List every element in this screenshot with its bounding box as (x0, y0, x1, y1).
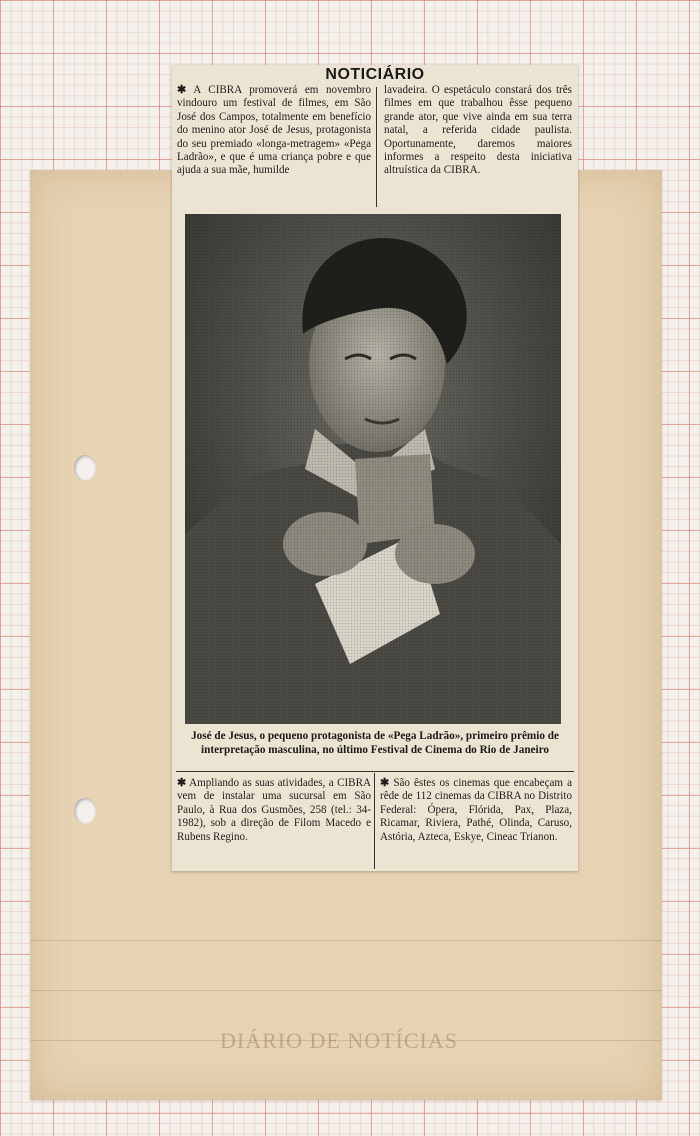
article3-text: São êstes os cinemas que encabeçam a rêde de 112 cinemas da CIBRA no Distrito Federal: Ópera, Flórida, Pax, Plaza, Ricamar, Riviera, Pathé, Olinda, Caruso, Astória, Azteca, Eskye, Cineac Trianon. (380, 777, 572, 843)
article1-column2 (384, 84, 572, 178)
section-divider (176, 771, 574, 772)
photo-jose-de-jesus (185, 214, 561, 724)
section-heading: NOTICIÁRIO (325, 66, 425, 83)
article1-text-part2: lavadeira. O espetáculo constará dos três filmes em que trabalhou êsse pequeno grande ator, que vive ainda em sua terra natal, a referida cidade paulista. Oportunamente, daremos maiores informes a respeito desta iniciativa altruística da CIBRA. (384, 84, 572, 177)
bullet-icon: ✱ (380, 777, 390, 789)
photo-caption: José de Jesus, o pequeno protagonista de «Pega Ladrão», primeiro prêmio de interpretação masculina, no último Festival de Cinema do Rio de Janeiro (191, 730, 559, 756)
article2 (177, 777, 371, 844)
bullet-icon: ✱ (177, 84, 187, 96)
column-divider (376, 87, 377, 207)
article1-text-part1: A CIBRA promoverá em novembro vindouro um festival de filmes, em São José dos Campos, totalmente em benefício do menino ator José de Jesus, protagonista do seu premiado «longa-metragem» «Pega Ladrão», e que é uma criança pobre e que ajuda a sua mãe, humilde (177, 84, 371, 177)
punch-hole (74, 798, 96, 824)
newspaper-clipping (172, 65, 578, 871)
card-stamp-text: DIÁRIO DE NOTÍCIAS (220, 1028, 458, 1053)
article2-text: Ampliando as suas atividades, a CIBRA vem de instalar uma sucursal em São Paulo, à Rua dos Gusmões, 258 (tel.: 34-1982), sob a direção de Filom Macedo e Rubens Regino. (177, 777, 371, 843)
card-faint-line (30, 990, 662, 991)
punch-hole (74, 455, 96, 481)
photo-illustration (185, 214, 561, 724)
article1-column1 (177, 84, 371, 178)
column-divider (374, 773, 375, 869)
article3 (380, 777, 572, 844)
bullet-icon: ✱ (177, 777, 187, 789)
card-faint-line (30, 940, 662, 941)
